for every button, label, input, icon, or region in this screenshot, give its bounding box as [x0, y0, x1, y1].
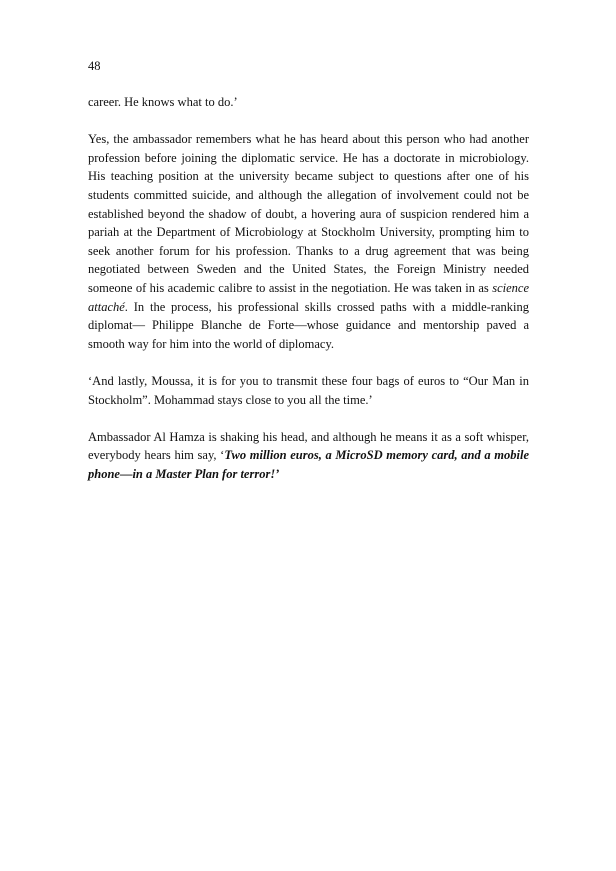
paragraph-2-text-end: . In the process, his professional skills crossed paths with a middle-ranking diplomat— Philippe Blanche de Forte—whose guidance and mentorship paved a smooth way for him into the world of diplomacy.: [88, 299, 529, 351]
paragraph-3: ‘And lastly, Moussa, it is for you to transmit these four bags of euros to “Our Man in Stockholm”. Mohammad stays close to you all the time.’: [88, 373, 529, 407]
page-number: 48: [88, 59, 101, 73]
paragraph-4-text: Ambassador Al Hamza is shaking his head, and although he means it as a soft whisper, everybody hears him say, ‘: [88, 429, 529, 463]
paragraph-2: [88, 130, 529, 353]
paragraph-4: [88, 428, 529, 484]
body-text: [88, 93, 529, 483]
science-attache-italic: science attaché: [88, 280, 529, 314]
master-plan-quote: Two million euros, a MicroSD memory card, and a mobile phone—in a Master Plan for terror!’: [88, 448, 529, 481]
paragraph-1: career. He knows what to do.’: [88, 95, 238, 109]
paragraph-2-text-start: Yes, the ambassador remembers what he has heard about this person who had another profession before joining the diplomatic service. He has a doctorate in microbiology. His teaching position at the university became subject to questions after one of his students committed suicide, and although the allegation of involvement could not be established beyond the shadow of doubt, a hovering aura of suspicion rendered him a pariah at the Department of Microbiology at Stockholm University, prompting him to seek another forum for his profession. Thanks to a drug agreement that was being negotiated between Sweden and the United States, the Foreign Ministry needed someone of his academic calibre to assist in the negotiation. He was taken in as: [88, 132, 529, 295]
